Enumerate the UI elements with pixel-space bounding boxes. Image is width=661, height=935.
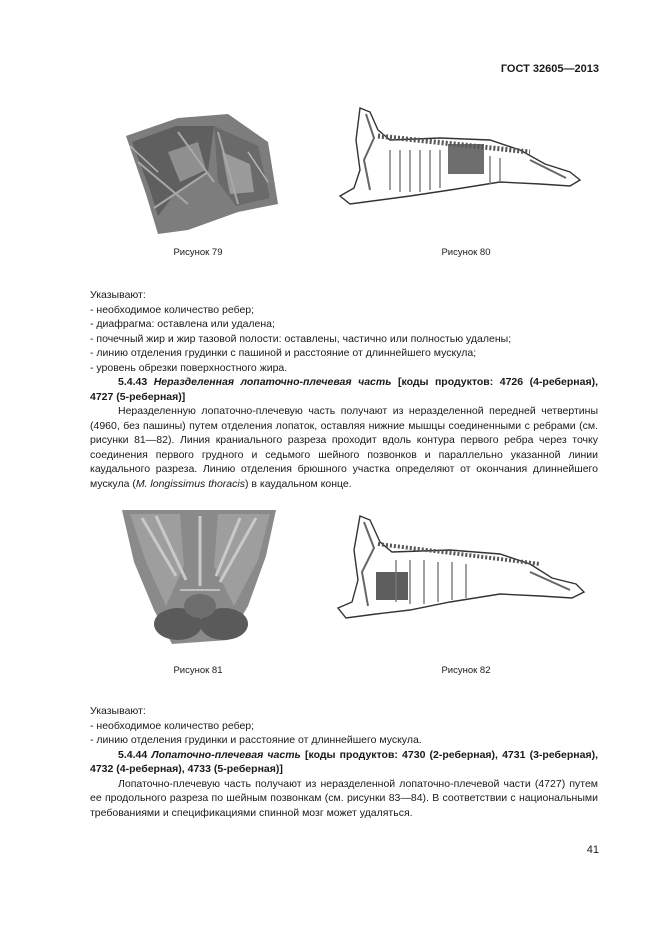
heading-title: Лопаточно-плечевая часть [151,748,301,761]
section-5-4-43-paragraph: Неразделенную лопаточно-плечевую часть получают из неразделенной передней четвертины (4960, без пашины) путем отделения лопаток, оставляя нижние мышцы соединенными с ребрами (см. рисунки 81—82). Линия краниального разреза проходит вдоль контура первого ребра через точку соединения первого грудного и седьмого шейного позвонков и параллельно указанной линии каудального разреза. Линию отделения брюшного участка определяют от окончания длиннейшего мускула (M. longissimus thoracis) в каудальном конце. [90,405,598,490]
figure-80-caption: Рисунок 80 [441,247,491,258]
list-item: - уровень обрезки поверхностного жира. [90,361,288,374]
figure-79-caption: Рисунок 79 [173,247,223,258]
list-item: - необходимое количество ребер; [90,303,255,316]
list-item: - необходимое количество ребер; [90,719,255,732]
section-5-4-44-heading [90,748,598,777]
standard-code: ГОСТ 32605—2013 [500,63,599,75]
list-item: - линию отделения грудинки и расстояние от длиннейшего мускула. [90,734,422,746]
section-5-4-43-heading [90,375,598,404]
section-2-text [90,704,598,820]
section-2-intro: Указывают: [90,705,146,717]
figure-81-image [120,506,280,650]
list-item: - линию отделения грудинки с пашиной и расстояние от длиннейшего мускула; [90,347,477,359]
figure-80-image [330,100,590,210]
list-item: - почечный жир и жир тазовой полости: оставлены, частично или полностью удалены; [90,332,512,345]
heading-number: 5.4.43 [118,376,148,388]
page-number: 41 [586,844,599,856]
figure-82-caption: Рисунок 82 [441,665,491,676]
heading-title: Неразделенная лопаточно-плечевая часть [153,376,392,388]
figure-79-image [118,112,280,236]
list-item: - диафрагма: оставлена или удалена; [90,318,275,330]
section-1-list [90,303,598,376]
section-5-4-44-paragraph: Лопаточно-плечевую часть получают из неразделенной лопаточно-плечевой части (4727) путем ее продольного разреза по шейным позвонкам (см. рисунки 83—84). В соответствии с национальными требованиями и спецификациями спинной мозг может удаляться. [90,777,598,819]
latin-muscle-name: M. longissimus thoracis [135,477,245,490]
section-2-list [90,719,598,748]
heading-number: 5.4.44 [118,748,148,761]
figure-81-caption: Рисунок 81 [173,665,223,676]
section-1-text [90,288,598,491]
figure-82-image [330,510,590,626]
heading-codes: [коды продуктов: 4726 (4-реберная), 4727 (5-реберная)] [90,376,599,403]
heading-codes: [коды продуктов: 4730 (2-реберная), 4731 (3-реберная), 4732 (4-реберная), 4733 (5-реберная)] [90,748,599,775]
section-1-intro: Указывают: [90,289,146,301]
